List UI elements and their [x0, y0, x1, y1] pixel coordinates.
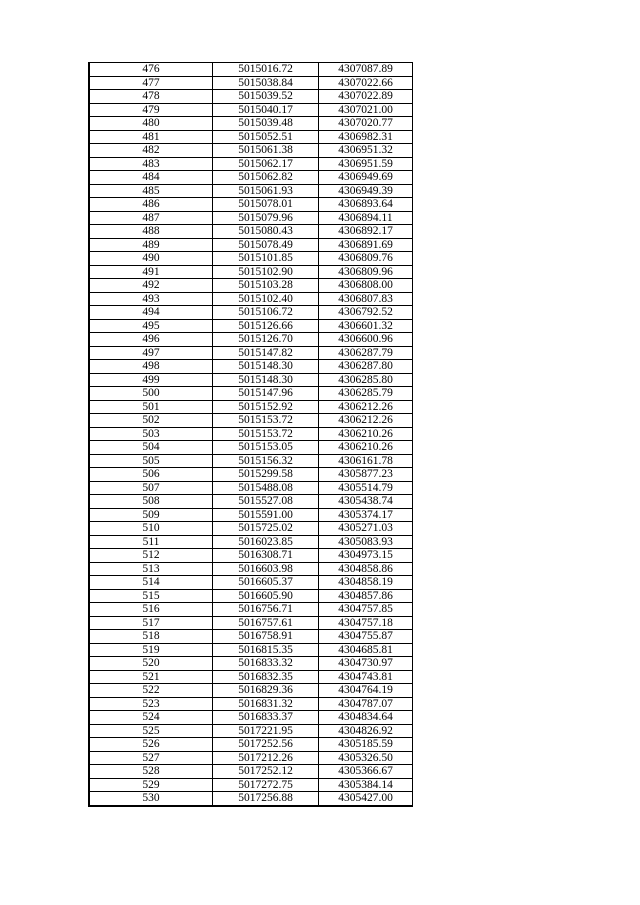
- y-coordinate-cell: 4305438.74: [319, 495, 413, 509]
- point-number-cell: 480: [89, 117, 213, 131]
- y-coordinate-cell: 4306891.69: [319, 238, 413, 252]
- y-coordinate-cell: 4306809.76: [319, 252, 413, 266]
- table-row: [89, 292, 413, 306]
- y-coordinate-cell: 4305374.17: [319, 508, 413, 522]
- y-coordinate-cell: 4306808.00: [319, 279, 413, 293]
- table-row: [89, 711, 413, 725]
- x-coordinate-cell: 5015147.82: [213, 346, 319, 360]
- x-coordinate-cell: 5015062.17: [213, 157, 319, 171]
- y-coordinate-cell: 4304858.86: [319, 562, 413, 576]
- table-row: [89, 157, 413, 171]
- x-coordinate-cell: 5015079.96: [213, 211, 319, 225]
- y-coordinate-cell: 4305326.50: [319, 751, 413, 765]
- point-number-cell: 495: [89, 319, 213, 333]
- y-coordinate-cell: 4307022.66: [319, 76, 413, 90]
- y-coordinate-cell: 4306210.26: [319, 427, 413, 441]
- y-coordinate-cell: 4306949.69: [319, 171, 413, 185]
- x-coordinate-cell: 5016815.35: [213, 643, 319, 657]
- x-coordinate-cell: 5015153.72: [213, 414, 319, 428]
- table-row: [89, 117, 413, 131]
- x-coordinate-cell: 5016829.36: [213, 684, 319, 698]
- table-row: [89, 684, 413, 698]
- x-coordinate-cell: 5015126.66: [213, 319, 319, 333]
- y-coordinate-cell: 4306809.96: [319, 265, 413, 279]
- point-number-cell: 487: [89, 211, 213, 225]
- y-coordinate-cell: 4304755.87: [319, 630, 413, 644]
- point-number-cell: 493: [89, 292, 213, 306]
- y-coordinate-cell: 4306894.11: [319, 211, 413, 225]
- y-coordinate-cell: 4304826.92: [319, 724, 413, 738]
- point-number-cell: 476: [89, 63, 213, 77]
- y-coordinate-cell: 4305271.03: [319, 522, 413, 536]
- table-row: [89, 360, 413, 374]
- point-number-cell: 515: [89, 589, 213, 603]
- table-row: [89, 238, 413, 252]
- table-row: [89, 549, 413, 563]
- y-coordinate-cell: 4304834.64: [319, 711, 413, 725]
- x-coordinate-cell: 5016603.98: [213, 562, 319, 576]
- table-row: [89, 144, 413, 158]
- point-number-cell: 482: [89, 144, 213, 158]
- x-coordinate-cell: 5015061.93: [213, 184, 319, 198]
- coordinates-table: [88, 62, 413, 807]
- x-coordinate-cell: 5015102.90: [213, 265, 319, 279]
- y-coordinate-cell: 4306951.32: [319, 144, 413, 158]
- table-row: [89, 535, 413, 549]
- x-coordinate-cell: 5017212.26: [213, 751, 319, 765]
- x-coordinate-cell: 5016757.61: [213, 616, 319, 630]
- x-coordinate-cell: 5015040.17: [213, 103, 319, 117]
- point-number-cell: 499: [89, 373, 213, 387]
- point-number-cell: 506: [89, 468, 213, 482]
- y-coordinate-cell: 4305514.79: [319, 481, 413, 495]
- x-coordinate-cell: 5015078.01: [213, 198, 319, 212]
- x-coordinate-cell: 5015038.84: [213, 76, 319, 90]
- x-coordinate-cell: 5016023.85: [213, 535, 319, 549]
- point-number-cell: 503: [89, 427, 213, 441]
- y-coordinate-cell: 4304858.19: [319, 576, 413, 590]
- x-coordinate-cell: 5015102.40: [213, 292, 319, 306]
- point-number-cell: 478: [89, 90, 213, 104]
- table-row: [89, 279, 413, 293]
- x-coordinate-cell: 5015527.08: [213, 495, 319, 509]
- x-coordinate-cell: 5017256.88: [213, 792, 319, 806]
- table-row: [89, 63, 413, 77]
- table-row: [89, 414, 413, 428]
- point-number-cell: 498: [89, 360, 213, 374]
- y-coordinate-cell: 4306892.17: [319, 225, 413, 239]
- y-coordinate-cell: 4307020.77: [319, 117, 413, 131]
- table-row: [89, 508, 413, 522]
- point-number-cell: 516: [89, 603, 213, 617]
- table-row: [89, 765, 413, 779]
- point-number-cell: 518: [89, 630, 213, 644]
- x-coordinate-cell: 5015148.30: [213, 360, 319, 374]
- y-coordinate-cell: 4304787.07: [319, 697, 413, 711]
- table-row: [89, 387, 413, 401]
- point-number-cell: 479: [89, 103, 213, 117]
- y-coordinate-cell: 4306600.96: [319, 333, 413, 347]
- y-coordinate-cell: 4306601.32: [319, 319, 413, 333]
- point-number-cell: 485: [89, 184, 213, 198]
- table-row: [89, 184, 413, 198]
- x-coordinate-cell: 5016832.35: [213, 670, 319, 684]
- x-coordinate-cell: 5015039.52: [213, 90, 319, 104]
- y-coordinate-cell: 4304730.97: [319, 657, 413, 671]
- y-coordinate-cell: 4307021.00: [319, 103, 413, 117]
- point-number-cell: 508: [89, 495, 213, 509]
- table-row: [89, 198, 413, 212]
- x-coordinate-cell: 5017252.56: [213, 738, 319, 752]
- y-coordinate-cell: 4306982.31: [319, 130, 413, 144]
- y-coordinate-cell: 4304973.15: [319, 549, 413, 563]
- table-row: [89, 333, 413, 347]
- point-number-cell: 491: [89, 265, 213, 279]
- x-coordinate-cell: 5015148.30: [213, 373, 319, 387]
- table-row: [89, 562, 413, 576]
- y-coordinate-cell: 4306212.26: [319, 414, 413, 428]
- y-coordinate-cell: 4306161.78: [319, 454, 413, 468]
- x-coordinate-cell: 5015078.49: [213, 238, 319, 252]
- table-row: [89, 171, 413, 185]
- x-coordinate-cell: 5016605.90: [213, 589, 319, 603]
- point-number-cell: 502: [89, 414, 213, 428]
- point-number-cell: 525: [89, 724, 213, 738]
- y-coordinate-cell: 4305427.00: [319, 792, 413, 806]
- y-coordinate-cell: 4306807.83: [319, 292, 413, 306]
- x-coordinate-cell: 5016756.71: [213, 603, 319, 617]
- point-number-cell: 477: [89, 76, 213, 90]
- y-coordinate-cell: 4306285.79: [319, 387, 413, 401]
- x-coordinate-cell: 5015039.48: [213, 117, 319, 131]
- x-coordinate-cell: 5015052.51: [213, 130, 319, 144]
- x-coordinate-cell: 5015126.70: [213, 333, 319, 347]
- table-row: [89, 724, 413, 738]
- y-coordinate-cell: 4307022.89: [319, 90, 413, 104]
- point-number-cell: 497: [89, 346, 213, 360]
- table-row: [89, 697, 413, 711]
- x-coordinate-cell: 5015147.96: [213, 387, 319, 401]
- y-coordinate-cell: 4304857.86: [319, 589, 413, 603]
- y-coordinate-cell: 4305877.23: [319, 468, 413, 482]
- point-number-cell: 507: [89, 481, 213, 495]
- y-coordinate-cell: 4306287.80: [319, 360, 413, 374]
- table-row: [89, 211, 413, 225]
- table-row: [89, 400, 413, 414]
- table-row: [89, 616, 413, 630]
- x-coordinate-cell: 5015153.05: [213, 441, 319, 455]
- table-row: [89, 265, 413, 279]
- point-number-cell: 523: [89, 697, 213, 711]
- x-coordinate-cell: 5017272.75: [213, 778, 319, 792]
- point-number-cell: 501: [89, 400, 213, 414]
- table-row: [89, 252, 413, 266]
- table-row: [89, 306, 413, 320]
- x-coordinate-cell: 5015591.00: [213, 508, 319, 522]
- x-coordinate-cell: 5015103.28: [213, 279, 319, 293]
- point-number-cell: 526: [89, 738, 213, 752]
- table-row: [89, 427, 413, 441]
- x-coordinate-cell: 5016833.37: [213, 711, 319, 725]
- coordinates-table-body: [89, 63, 413, 806]
- x-coordinate-cell: 5016605.37: [213, 576, 319, 590]
- x-coordinate-cell: 5015725.02: [213, 522, 319, 536]
- x-coordinate-cell: 5015106.72: [213, 306, 319, 320]
- y-coordinate-cell: 4304743.81: [319, 670, 413, 684]
- y-coordinate-cell: 4306951.59: [319, 157, 413, 171]
- point-number-cell: 500: [89, 387, 213, 401]
- table-row: [89, 441, 413, 455]
- table-row: [89, 751, 413, 765]
- point-number-cell: 514: [89, 576, 213, 590]
- point-number-cell: 527: [89, 751, 213, 765]
- y-coordinate-cell: 4304685.81: [319, 643, 413, 657]
- point-number-cell: 517: [89, 616, 213, 630]
- point-number-cell: 504: [89, 441, 213, 455]
- point-number-cell: 496: [89, 333, 213, 347]
- y-coordinate-cell: 4306212.26: [319, 400, 413, 414]
- point-number-cell: 512: [89, 549, 213, 563]
- point-number-cell: 528: [89, 765, 213, 779]
- point-number-cell: 484: [89, 171, 213, 185]
- table-row: [89, 76, 413, 90]
- point-number-cell: 522: [89, 684, 213, 698]
- point-number-cell: 510: [89, 522, 213, 536]
- y-coordinate-cell: 4305083.93: [319, 535, 413, 549]
- table-row: [89, 225, 413, 239]
- y-coordinate-cell: 4306792.52: [319, 306, 413, 320]
- table-row: [89, 495, 413, 509]
- point-number-cell: 509: [89, 508, 213, 522]
- table-row: [89, 130, 413, 144]
- y-coordinate-cell: 4304757.85: [319, 603, 413, 617]
- table-row: [89, 738, 413, 752]
- x-coordinate-cell: 5016758.91: [213, 630, 319, 644]
- table-row: [89, 522, 413, 536]
- x-coordinate-cell: 5015080.43: [213, 225, 319, 239]
- x-coordinate-cell: 5015152.92: [213, 400, 319, 414]
- x-coordinate-cell: 5015153.72: [213, 427, 319, 441]
- y-coordinate-cell: 4304757.18: [319, 616, 413, 630]
- x-coordinate-cell: 5015488.08: [213, 481, 319, 495]
- table-row: [89, 454, 413, 468]
- y-coordinate-cell: 4307087.89: [319, 63, 413, 77]
- table-row: [89, 778, 413, 792]
- y-coordinate-cell: 4306285.80: [319, 373, 413, 387]
- table-row: [89, 576, 413, 590]
- point-number-cell: 519: [89, 643, 213, 657]
- point-number-cell: 489: [89, 238, 213, 252]
- x-coordinate-cell: 5017252.12: [213, 765, 319, 779]
- table-row: [89, 103, 413, 117]
- table-row: [89, 481, 413, 495]
- point-number-cell: 521: [89, 670, 213, 684]
- point-number-cell: 529: [89, 778, 213, 792]
- x-coordinate-cell: 5015156.32: [213, 454, 319, 468]
- y-coordinate-cell: 4306210.26: [319, 441, 413, 455]
- table-row: [89, 630, 413, 644]
- table-row: [89, 468, 413, 482]
- y-coordinate-cell: 4305366.67: [319, 765, 413, 779]
- point-number-cell: 520: [89, 657, 213, 671]
- table-row: [89, 643, 413, 657]
- point-number-cell: 486: [89, 198, 213, 212]
- y-coordinate-cell: 4306949.39: [319, 184, 413, 198]
- x-coordinate-cell: 5016308.71: [213, 549, 319, 563]
- table-row: [89, 603, 413, 617]
- point-number-cell: 524: [89, 711, 213, 725]
- point-number-cell: 481: [89, 130, 213, 144]
- x-coordinate-cell: 5015061.38: [213, 144, 319, 158]
- y-coordinate-cell: 4306893.64: [319, 198, 413, 212]
- x-coordinate-cell: 5016833.32: [213, 657, 319, 671]
- point-number-cell: 492: [89, 279, 213, 293]
- y-coordinate-cell: 4305185.59: [319, 738, 413, 752]
- point-number-cell: 488: [89, 225, 213, 239]
- x-coordinate-cell: 5015101.85: [213, 252, 319, 266]
- point-number-cell: 530: [89, 792, 213, 806]
- table-row: [89, 589, 413, 603]
- point-number-cell: 490: [89, 252, 213, 266]
- x-coordinate-cell: 5016831.32: [213, 697, 319, 711]
- point-number-cell: 513: [89, 562, 213, 576]
- table-row: [89, 346, 413, 360]
- point-number-cell: 505: [89, 454, 213, 468]
- table-row: [89, 90, 413, 104]
- table-row: [89, 670, 413, 684]
- y-coordinate-cell: 4305384.14: [319, 778, 413, 792]
- table-row: [89, 792, 413, 806]
- point-number-cell: 494: [89, 306, 213, 320]
- x-coordinate-cell: 5015016.72: [213, 63, 319, 77]
- table-row: [89, 657, 413, 671]
- point-number-cell: 511: [89, 535, 213, 549]
- x-coordinate-cell: 5015062.82: [213, 171, 319, 185]
- x-coordinate-cell: 5017221.95: [213, 724, 319, 738]
- table-row: [89, 373, 413, 387]
- x-coordinate-cell: 5015299.58: [213, 468, 319, 482]
- point-number-cell: 483: [89, 157, 213, 171]
- table-row: [89, 319, 413, 333]
- y-coordinate-cell: 4306287.79: [319, 346, 413, 360]
- y-coordinate-cell: 4304764.19: [319, 684, 413, 698]
